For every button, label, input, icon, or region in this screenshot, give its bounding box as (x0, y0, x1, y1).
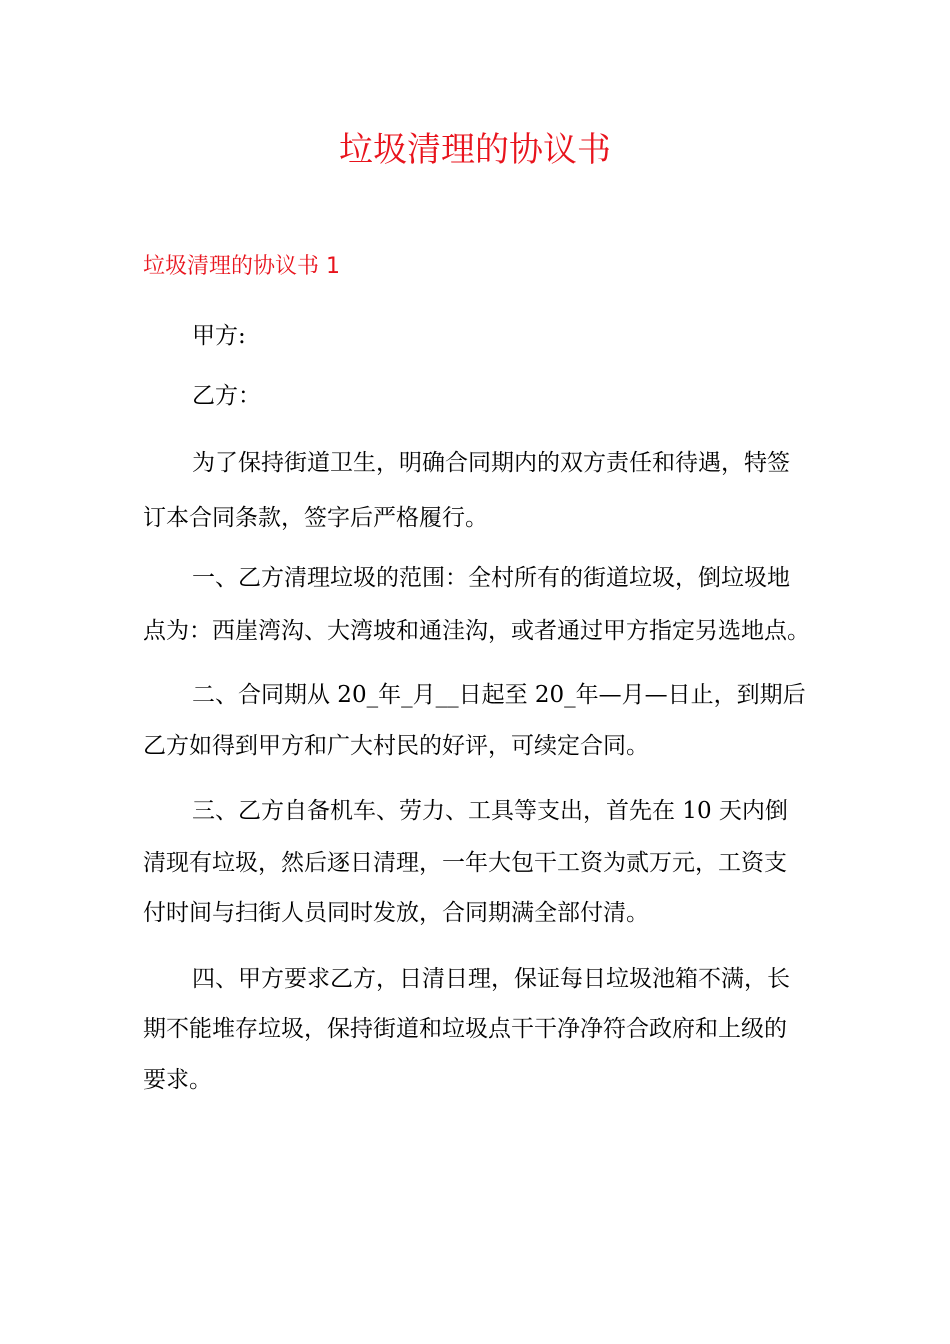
document-title: 垃圾清理的协议书 (339, 130, 611, 170)
clause-4-line-1: 四、甲方要求乙方，日清日理，保证每日垃圾池箱不满，长 (192, 966, 790, 992)
party-b-label: 乙方： (192, 383, 261, 409)
clause-4-line-2: 期不能堆存垃圾，保持街道和垃圾点干干净净符合政府和上级的 (143, 1016, 787, 1042)
section-heading: 垃圾清理的协议书 1 (143, 254, 340, 279)
clause-4-line-3: 要求。 (143, 1067, 212, 1093)
clause-3-line-2: 清现有垃圾，然后逐日清理，一年大包干工资为贰万元，工资支 (143, 850, 787, 876)
clause-3-line-3: 付时间与扫街人员同时发放，合同期满全部付清。 (143, 900, 649, 926)
intro-line-2: 订本合同条款，签字后严格履行。 (143, 505, 488, 531)
clause-1-line-1: 一、乙方清理垃圾的范围：全村所有的街道垃圾，倒垃圾地 (192, 565, 790, 591)
clause-2-line-1: 二、合同期从 20_年_月__日起至 20_年—月—日止，到期后 (192, 682, 806, 708)
clause-1-line-2: 点为：西崖湾沟、大湾坡和通洼沟，或者通过甲方指定另选地点。 (143, 618, 810, 644)
party-a-label: 甲方: (192, 323, 246, 349)
intro-line-1: 为了保持街道卫生，明确合同期内的双方责任和待遇，特签 (192, 450, 790, 476)
clause-3-line-1: 三、乙方自备机车、劳力、工具等支出，首先在 10 天内倒 (192, 798, 788, 824)
clause-2-line-2: 乙方如得到甲方和广大村民的好评，可续定合同。 (143, 733, 649, 759)
